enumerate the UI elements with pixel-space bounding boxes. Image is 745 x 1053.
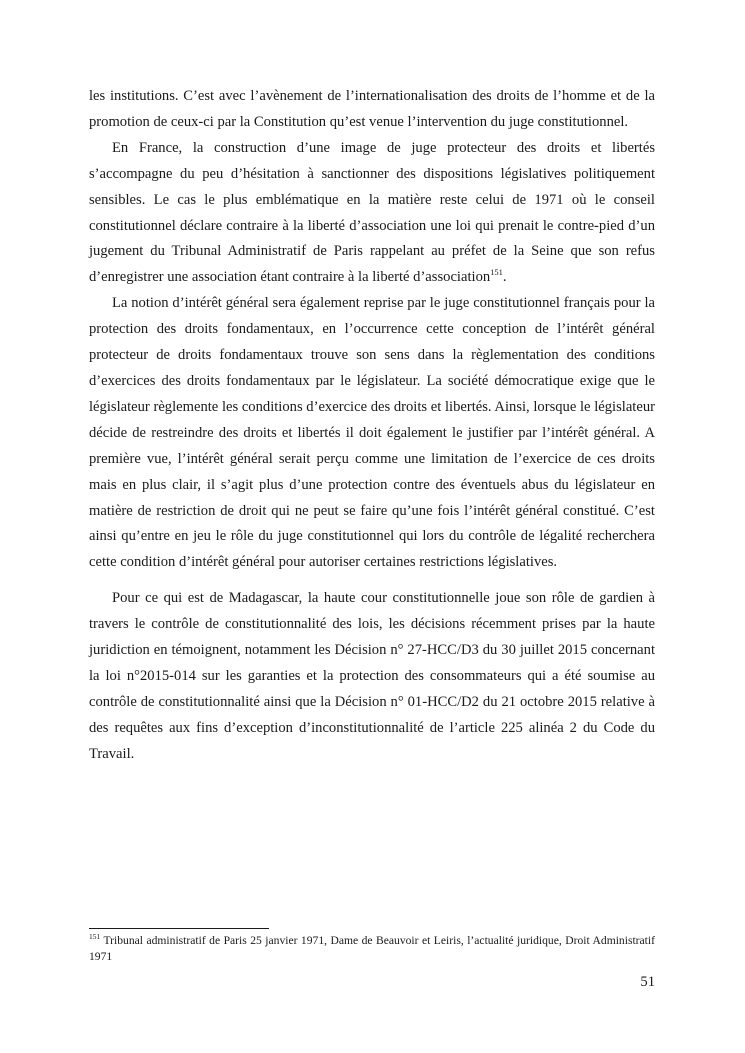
- footnote-text: Tribunal administratif de Paris 25 janvier 1971, Dame de Beauvoir et Leiris, l’actualité juridique, Droit Administratif 1971: [89, 934, 655, 963]
- footnote-reference: 151: [490, 267, 503, 278]
- paragraph-continuation: les institutions. C’est avec l’avènement de l’internationalisation des droits de l’homme et de la promotion de ceux-ci par la Constitution qu’est venue l’intervention du juge constitutionnel.: [89, 88, 655, 130]
- paragraph-france-end: .: [502, 269, 507, 286]
- paragraph-france: [89, 136, 655, 291]
- footnote-separator: [89, 928, 269, 929]
- footnote: [89, 933, 655, 964]
- paragraph-france-text: En France, la construction d’une image de juge protecteur des droits et libertés s’accompagne du peu d’hésitation à sanctionner des dispositions législatives politiquement sensibles. Le cas le plus emblématique en la matière reste celui de 1971 où le conseil constitutionnel déclare contraire à la liberté d’association une loi qui prenait le contre-pied d’un jugement du Tribunal Administratif de Paris rappelant au préfet de la Seine que son refus d’enregistrer une association étant contraire à la liberté d’association: [89, 139, 655, 286]
- footnote-marker: 151: [89, 932, 101, 942]
- body-text: [89, 84, 655, 768]
- page-number: 51: [640, 974, 655, 990]
- paragraph-interet-general: La notion d’intérêt général sera également reprise par le juge constitutionnel français pour la protection des droits fondamentaux, en l’occurrence cette conception de l’intérêt général protecteur de droits fondamentaux trouve son sens dans la règlementation des conditions d’exercices des droits fondamentaux par le législateur. La société démocratique exige que le législateur règlemente les conditions d’exercice des droits et libertés. Ainsi, lorsque le législateur décide de restreindre des droits et libertés il doit également le justifier par l’intérêt général. A première vue, l’intérêt général serait perçu comme une limitation de l’exercice de ces droits mais en plus clair, il s’agit plus d’une protection contre des éventuels abus du législateur en matière de restriction de droit qui ne peut se faire qu’une fois l’intérêt général constitué. C’est ainsi qu’entre en jeu le rôle du juge constitutionnel qui lors du contrôle de légalité recherchera cette condition d’intérêt général pour autoriser certaines restrictions législatives.: [89, 295, 655, 571]
- paragraph-madagascar: Pour ce qui est de Madagascar, la haute cour constitutionnelle joue son rôle de gardien à travers le contrôle de constitutionnalité des lois, les décisions récemment prises par la haute juridiction en témoignent, notamment les Décision n° 27-HCC/D3 du 30 juillet 2015 concernant la loi n°2015-014 sur les garanties et la protection des consommateurs qui a été soumise au contrôle de constitutionnalité ainsi que la Décision n° 01-HCC/D2 du 21 octobre 2015 relative à des requêtes aux fins d’exception d’inconstitutionnalité de l’article 225 alinéa 2 du Code du Travail.: [89, 590, 655, 762]
